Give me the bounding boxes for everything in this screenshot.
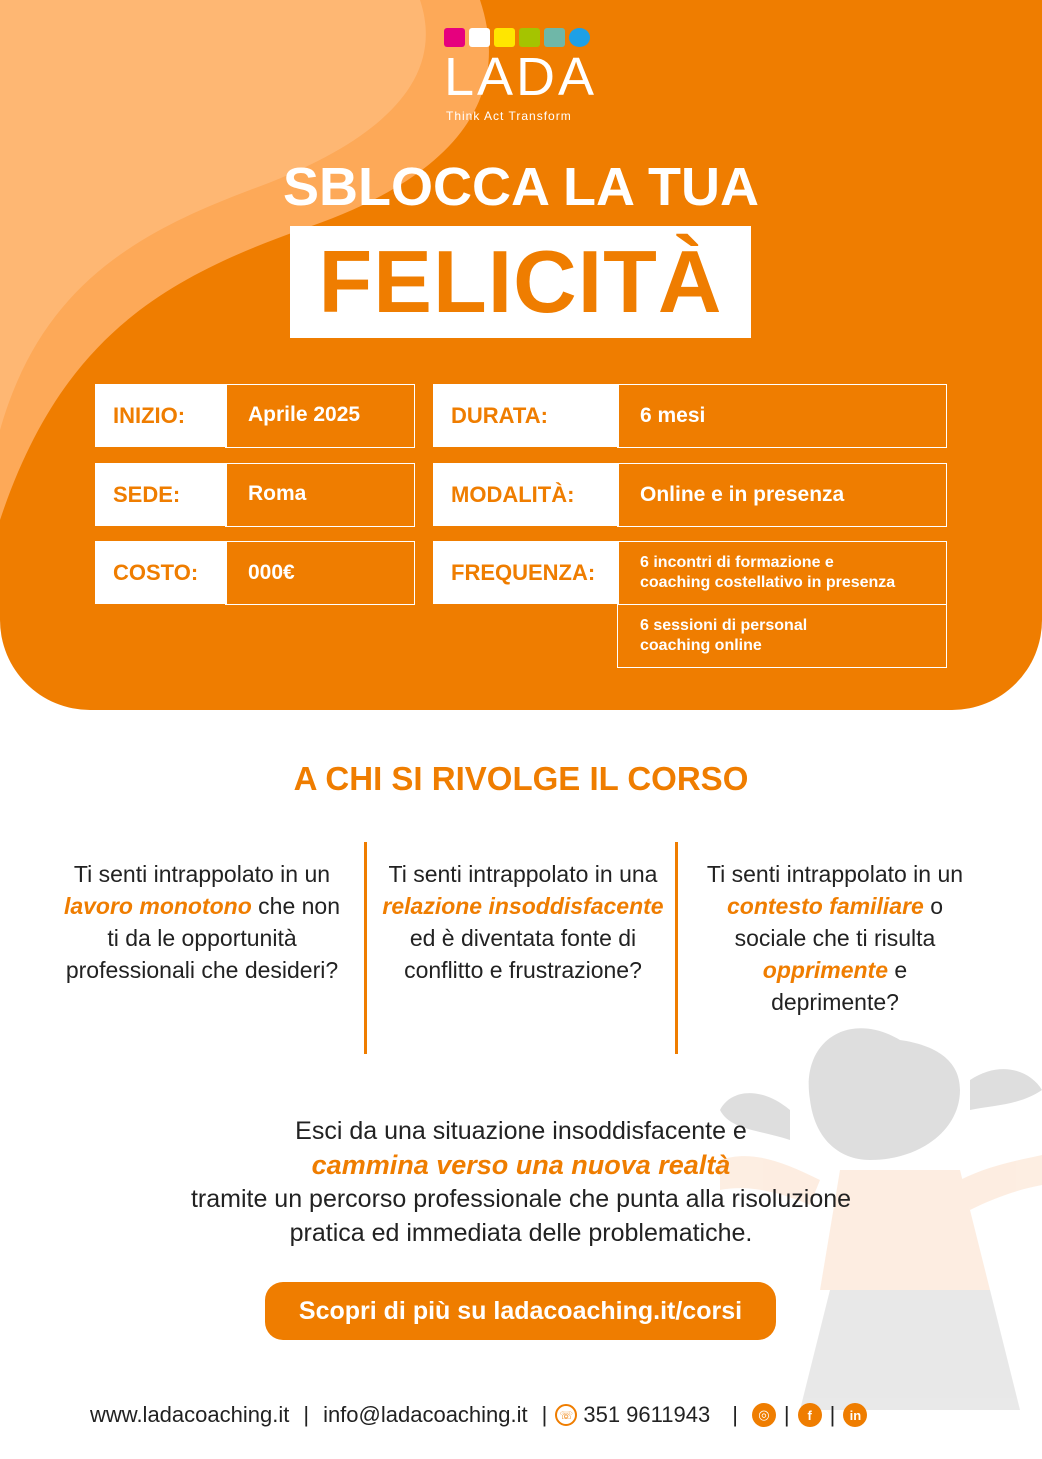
mode-label: MODALITÀ: [433,463,619,526]
footer [90,1398,867,1432]
place-value: Roma [225,463,415,527]
highlight-word: FELICITÀ [318,232,723,331]
logo-wordmark: LADA [444,47,598,107]
cta-button[interactable]: Scopri di più su ladacoaching.it/corsi [265,1282,776,1340]
instagram-icon[interactable]: ◎ [752,1403,776,1427]
target-col-work [57,858,347,986]
logo-square-teal [544,28,565,47]
closing-line-1: Esci da una situazione insoddisfacente e [295,1117,747,1145]
duration-value: 6 mesi [617,384,947,448]
footer-phone[interactable]: 351 9611943 [583,1402,711,1427]
target-col-family-em: contesto familiare [726,893,924,919]
lada-logo [444,28,604,123]
start-label: INIZIO: [95,384,227,447]
headline: SBLOCCA LA TUA [283,157,759,217]
footer-website-link[interactable]: www.ladacoaching.it [90,1402,290,1427]
closing-line-4: pratica ed immediata delle problematiche. [289,1219,753,1247]
target-col-family-post: e deprimente? [771,957,908,1015]
footer-separator: | [829,1402,836,1427]
footer-separator: | [541,1402,548,1427]
frequency-value-2 [617,604,947,668]
target-col-relationship-em: relazione insoddisfacente [382,893,664,919]
closing-text [0,1114,1042,1250]
section-title: A CHI SI RIVOLGE IL CORSO [293,760,749,797]
target-col-family-pre: Ti senti intrappolato in un [706,861,964,887]
target-col-work-em: lavoro monotono [63,893,252,919]
start-value: Aprile 2025 [225,384,415,448]
frequency-value-2-line1: 6 sessioni di personal [640,617,808,634]
frequency-value-1-line2: coaching costellativo in presenza [640,574,896,591]
footer-email-link[interactable]: info@ladacoaching.it [323,1402,528,1427]
footer-separator: | [783,1402,790,1427]
logo-square-magenta [444,28,465,47]
frequency-value-2-line2: coaching online [640,637,762,654]
logo-square-white [469,28,490,47]
cost-value: 000€ [225,541,415,605]
cost-label: COSTO: [95,541,227,604]
logo-squares [444,28,604,47]
column-divider-1 [364,842,367,1054]
frequency-value-1 [617,541,947,605]
logo-square-green [519,28,540,47]
place-label: SEDE: [95,463,227,526]
target-col-family-em2: opprimente [762,957,889,983]
hero-panel [0,0,1042,710]
closing-line-3: tramite un percorso professionale che punta alla risoluzione [190,1185,852,1213]
target-col-family-mid: o sociale che ti risulta [734,893,944,951]
target-col-family [700,858,970,1018]
highlight-box [290,226,751,338]
linkedin-icon[interactable]: in [843,1403,867,1427]
column-divider-2 [675,842,678,1054]
closing-highlight: cammina verso una nuova realtà [311,1150,731,1180]
logo-tagline: Think Act Transform [446,109,572,123]
target-col-relationship [378,858,668,986]
logo-dot-blue [569,28,590,47]
frequency-value-1-line1: 6 incontri di formazione e [640,554,834,571]
target-col-work-pre: Ti senti intrappolato in un [73,861,331,887]
facebook-icon[interactable]: f [798,1403,822,1427]
target-col-work-post: che non ti da le opportunità professionali che desideri? [65,893,341,983]
duration-label: DURATA: [433,384,619,447]
mode-value: Online e in presenza [617,463,947,527]
logo-square-yellow [494,28,515,47]
frequency-label: FREQUENZA: [433,541,619,604]
target-col-relationship-post: ed è diventata fonte di conflitto e frustrazione? [404,925,642,983]
footer-separator: | [732,1402,738,1427]
whatsapp-icon[interactable]: ☏ [555,1404,577,1426]
target-col-relationship-pre: Ti senti intrappolato in una [388,861,658,887]
footer-separator: | [303,1402,310,1427]
